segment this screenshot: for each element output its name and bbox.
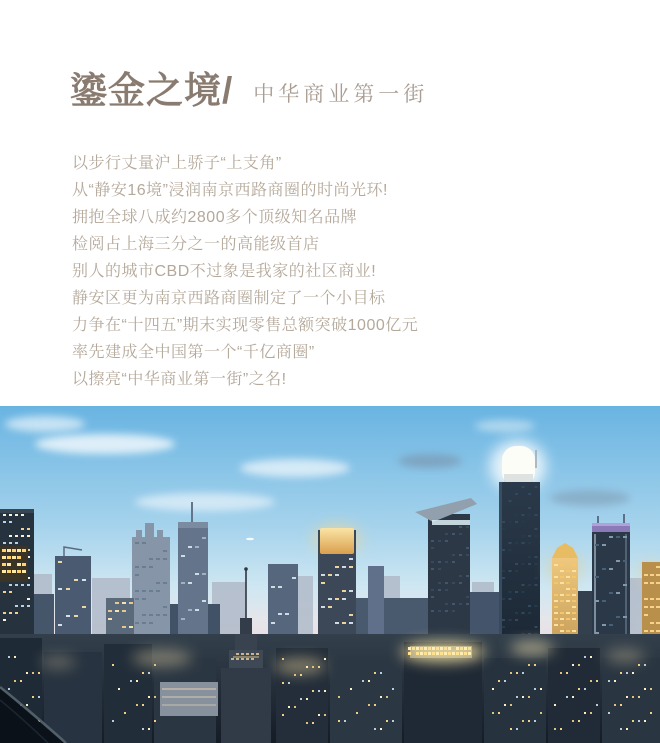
- copy-line: 从“静安16境”浸润南京西路商圈的时尚光环!: [72, 182, 388, 199]
- copy-line: 静安区更为南京西路商圈制定了一个小目标: [72, 290, 386, 307]
- city-skyline-photo: [0, 406, 660, 743]
- copy-line: 别人的城市CBD不过象是我家的社区商业!: [72, 263, 377, 280]
- page-header: [70, 70, 428, 113]
- foreground-city: [0, 634, 660, 743]
- body-copy: [72, 150, 418, 393]
- classical-lit-building: [160, 682, 218, 716]
- airplane: [246, 538, 254, 541]
- copy-line: 检阅占上海三分之一的高能级首店: [72, 236, 320, 253]
- copy-line: 以步行丈量沪上骄子“上支角”: [72, 155, 282, 172]
- copy-line: 率先建成全中国第一个“千亿商圈”: [72, 344, 315, 361]
- copy-line: 以擦亮“中华商业第一街”之名!: [72, 371, 287, 388]
- copy-line: 力争在“十四五”期末实现零售总额突破1000亿元: [72, 317, 419, 334]
- page-title: 鎏金之境/: [70, 70, 234, 111]
- page-subtitle: 中华商业第一街: [253, 83, 429, 107]
- copy-line: 拥抱全球八成约2800多个顶级知名品牌: [72, 209, 358, 226]
